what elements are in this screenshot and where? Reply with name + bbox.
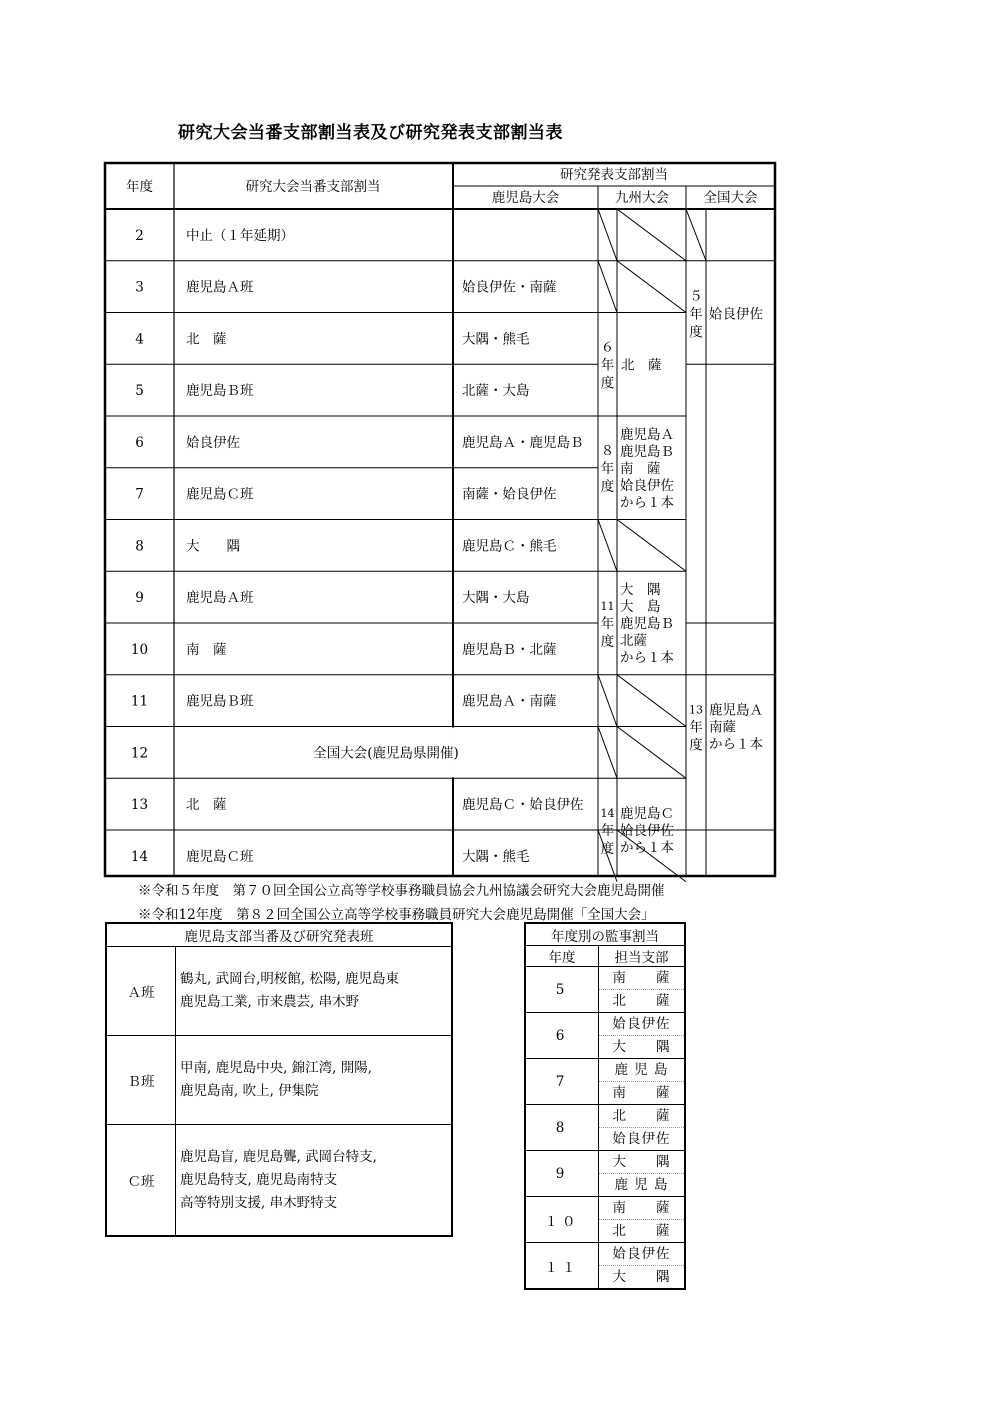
block-year-char: ８ — [600, 442, 615, 459]
row-year: 4 — [135, 331, 144, 348]
audit-branch: 鹿 児 島 — [614, 1177, 669, 1193]
footnote-1: ※令和５年度 第７０回全国公立高等学校事務職員協会九州協議会研究大会鹿児島開催 — [138, 883, 665, 899]
block-branch: から１本 — [620, 840, 674, 856]
header-kyushu: 九州大会 — [615, 190, 669, 206]
audit-year: 6 — [525, 1013, 599, 1059]
audit-branches — [599, 1013, 686, 1059]
audit-row — [525, 1059, 685, 1105]
row-host: 北 薩 — [186, 331, 227, 348]
audit-branch: 大 隅 — [612, 1039, 671, 1055]
row-year: 12 — [130, 745, 149, 762]
block-branch: 大 島 — [620, 599, 661, 615]
block-year-char: 年 — [600, 616, 615, 632]
row-host: 中止（１年延期） — [186, 227, 294, 244]
group-row — [106, 947, 452, 1036]
row-kagoshima: 大隅・大島 — [462, 590, 530, 607]
group-row — [106, 1036, 452, 1125]
empty-cell-slash — [617, 675, 686, 727]
row-host: 北 薩 — [186, 797, 227, 814]
group-name: Ｂ班 — [106, 1036, 176, 1125]
row-host: 鹿児島Ｂ班 — [186, 383, 254, 400]
audit-branch: 北 薩 — [599, 1105, 684, 1128]
row-kagoshima: 鹿児島Ｂ・北薩 — [462, 641, 557, 658]
audit-branch: 南 薩 — [599, 967, 684, 990]
block-year-char: ５ — [689, 288, 703, 305]
row-year: 3 — [135, 279, 144, 296]
group-row — [106, 1125, 452, 1237]
group-name: Ｃ班 — [106, 1125, 176, 1237]
row-kagoshima: 鹿児島Ａ・鹿児島Ｂ — [462, 434, 584, 451]
block-branch: 南 薩 — [620, 460, 661, 477]
empty-cell-slash — [686, 209, 706, 261]
audit-row — [525, 1151, 685, 1197]
row-year: 8 — [135, 538, 144, 555]
row-host: 鹿児島Ｃ班 — [186, 848, 254, 865]
header-host: 研究大会当番支部割当 — [245, 179, 381, 195]
audit-year: 8 — [525, 1105, 599, 1151]
block-branch: 姶良伊佐 — [620, 823, 674, 839]
block-branch: 姶良伊佐 — [709, 306, 763, 323]
block-branch: 鹿児島Ｂ — [620, 616, 674, 632]
audit-row — [525, 1105, 685, 1151]
row-kagoshima: 南薩・姶良伊佐 — [462, 486, 557, 503]
row-kagoshima: 鹿児島Ａ・南薩 — [462, 693, 557, 710]
block-branch: 南薩 — [709, 719, 736, 736]
audit-body — [525, 967, 685, 1290]
block-year-char: 13 — [689, 703, 703, 717]
block-branch: 大 隅 — [620, 582, 661, 598]
group-member-line: 鹿児島特支, 鹿児島南特支 — [180, 1171, 338, 1188]
empty-cell-slash — [598, 675, 617, 727]
audit-branch: 大 隅 — [612, 1269, 671, 1285]
audit-branch: 南 薩 — [612, 1085, 671, 1101]
row-kagoshima: 鹿児島Ｃ・熊毛 — [462, 538, 557, 555]
group-table — [105, 922, 453, 1237]
audit-branch: 北 薩 — [612, 993, 671, 1009]
row-host: 全国大会(鹿児島県開催) — [313, 745, 459, 762]
block-year-char: 年 — [689, 719, 703, 736]
audit-year: 9 — [525, 1151, 599, 1197]
empty-cell-slash — [617, 209, 686, 261]
group-member-line: 鹿児島南, 吹上, 伊集院 — [180, 1083, 319, 1099]
block-branch: 北薩 — [620, 633, 647, 649]
row-year: 7 — [135, 486, 144, 503]
row-kagoshima: 姶良伊佐・南薩 — [462, 279, 557, 296]
row-kagoshima: 大隅・熊毛 — [462, 331, 530, 348]
audit-col-year: 年度 — [525, 946, 599, 967]
block-year-char: 年 — [689, 306, 703, 323]
empty-cell-slash — [598, 261, 617, 313]
audit-branch: 姶良伊佐 — [599, 1013, 684, 1036]
group-member-line: 高等特別支援, 串木野特支 — [180, 1194, 338, 1211]
row-host: 鹿児島Ｃ班 — [186, 486, 254, 503]
row-host: 南 薩 — [186, 641, 227, 658]
group-members — [176, 1036, 453, 1125]
block-year-char: 度 — [600, 478, 615, 495]
row-host: 鹿児島Ｂ班 — [186, 693, 254, 710]
block-year-char: 年 — [600, 460, 615, 477]
block-branch: から１本 — [709, 736, 763, 753]
audit-year: 7 — [525, 1059, 599, 1105]
block-branch: 鹿児島Ｃ — [620, 806, 674, 822]
audit-branches — [599, 1243, 686, 1290]
empty-cell-slash — [617, 520, 686, 572]
audit-table — [524, 922, 686, 1290]
block-year-char: ６ — [600, 339, 615, 356]
group-member-line: 鶴丸, 武岡台,明桜館, 松陽, 鹿児島東 — [180, 971, 400, 987]
group-member-line: 鹿児島盲, 鹿児島聾, 武岡台特支, — [180, 1148, 377, 1165]
row-kagoshima: 鹿児島Ｃ・姶良伊佐 — [462, 797, 584, 814]
row-year: 2 — [135, 227, 144, 244]
audit-col-branch: 担当支部 — [599, 946, 686, 967]
audit-row — [525, 967, 685, 1013]
block-year-char: 11 — [600, 600, 615, 613]
row-host: 大 隅 — [186, 538, 240, 555]
page-title: 研究大会当番支部割当表及び研究発表支部割当表 — [178, 123, 563, 143]
empty-cell-slash — [598, 209, 617, 261]
row-host: 姶良伊佐 — [186, 434, 240, 451]
audit-branch: 姶良伊佐 — [612, 1131, 671, 1147]
empty-cell-slash — [617, 727, 686, 779]
group-table-title: 鹿児島支部当番及び研究発表班 — [106, 923, 452, 947]
row-year: 11 — [130, 693, 149, 710]
block-branch: から１本 — [620, 494, 674, 511]
audit-branches — [599, 1059, 686, 1105]
audit-table-title: 年度別の監事割当 — [525, 923, 685, 946]
audit-branches — [599, 1151, 686, 1197]
audit-branches — [599, 1105, 686, 1151]
row-texts — [131, 227, 584, 865]
audit-row — [525, 1197, 685, 1243]
block-year-char: 度 — [600, 634, 615, 650]
audit-branch: 北 薩 — [612, 1223, 671, 1239]
audit-row — [525, 1013, 685, 1059]
group-members — [176, 1125, 453, 1237]
group-name: Ａ班 — [106, 947, 176, 1036]
row-host: 鹿児島Ａ班 — [186, 279, 254, 296]
row-year: 6 — [135, 434, 144, 451]
header-zenkoku: 全国大会 — [703, 190, 758, 206]
audit-branches — [599, 967, 686, 1013]
audit-year: １１ — [525, 1243, 599, 1290]
block-branch: 姶良伊佐 — [620, 477, 674, 494]
audit-row — [525, 1243, 685, 1290]
block-texts — [601, 289, 764, 858]
header-presentation: 研究発表支部割当 — [560, 167, 668, 183]
block-branch: から１本 — [620, 650, 674, 666]
audit-branches — [599, 1197, 686, 1243]
header-year: 年度 — [126, 179, 153, 195]
audit-branch: 大 隅 — [599, 1151, 684, 1174]
audit-branch: 南 薩 — [599, 1197, 684, 1220]
row-host: 鹿児島Ａ班 — [186, 590, 254, 607]
block-year-char: 度 — [689, 737, 703, 754]
audit-branch: 姶良伊佐 — [599, 1243, 684, 1266]
block-year-char: 度 — [689, 324, 703, 341]
block-year-char: 度 — [600, 375, 615, 392]
block-year-char: 14 — [600, 807, 615, 820]
group-member-line: 鹿児島工業, 市来農芸, 串木野 — [180, 994, 360, 1010]
row-year: 14 — [130, 848, 149, 865]
footnote-2: ※令和12年度 第８２回全国公立高等学校事務職員研究大会鹿児島開催「全国大会」 — [138, 907, 655, 923]
row-kagoshima: 北薩・大島 — [462, 383, 530, 400]
block-year-char: 年 — [600, 357, 615, 374]
block-branch: 鹿児島Ａ — [620, 426, 674, 443]
group-member-line: 甲南, 鹿児島中央, 錦江湾, 開陽, — [180, 1060, 373, 1076]
row-kagoshima: 大隅・熊毛 — [462, 848, 530, 865]
empty-cell-slash — [598, 520, 617, 572]
block-branch: 鹿児島Ａ — [709, 702, 763, 719]
empty-cell-slash — [617, 261, 686, 313]
block-branch: 鹿児島Ｂ — [620, 443, 674, 460]
empty-cell-slash — [598, 727, 617, 779]
row-year: 9 — [135, 590, 144, 607]
header-kagoshima: 鹿児島大会 — [491, 190, 560, 206]
audit-branch: 鹿 児 島 — [599, 1059, 684, 1082]
row-year: 10 — [130, 641, 149, 658]
row-year: 5 — [135, 383, 144, 400]
audit-year: 5 — [525, 967, 599, 1013]
block-year-char: 度 — [600, 841, 615, 857]
row-year: 13 — [130, 797, 149, 814]
audit-year: １０ — [525, 1197, 599, 1243]
block-branch: 北 薩 — [621, 357, 662, 374]
group-members — [176, 947, 453, 1036]
block-year-char: 年 — [600, 823, 615, 839]
